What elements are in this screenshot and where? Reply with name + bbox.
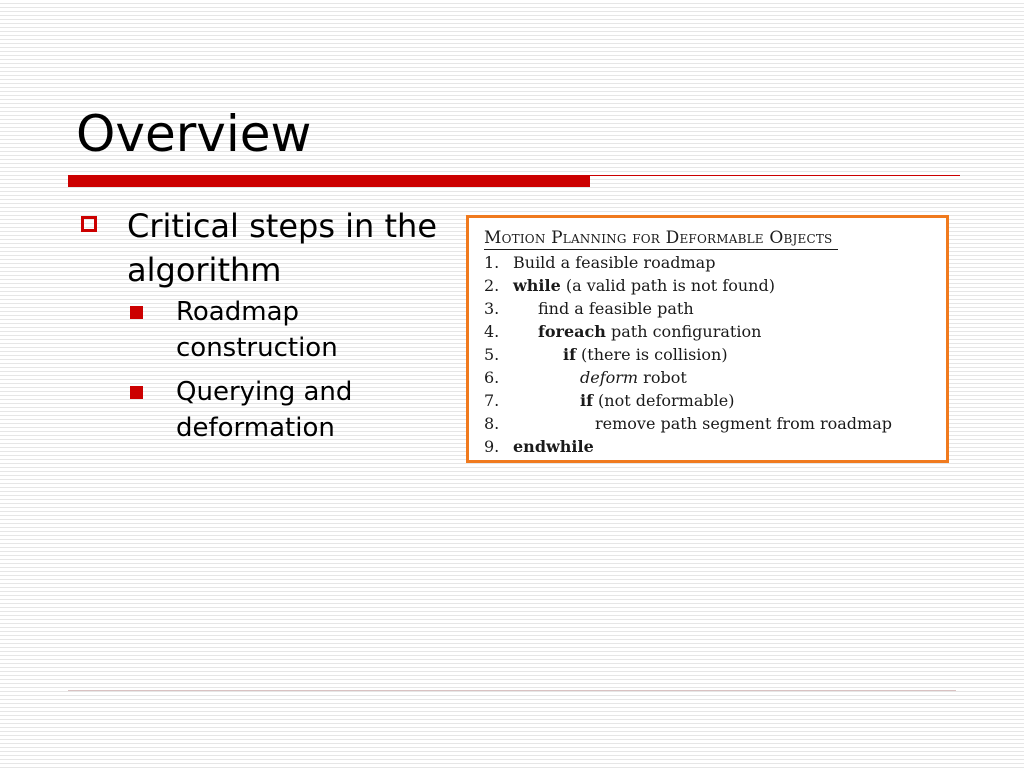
line-keyword: endwhile (513, 437, 594, 456)
line-text: find a feasible path (538, 299, 694, 318)
algorithm-line (484, 320, 944, 343)
line-body (513, 297, 694, 320)
filled-square-bullet-icon (130, 386, 143, 399)
bullet-list (80, 204, 440, 454)
line-body (513, 435, 594, 458)
line-text: (not deformable) (592, 391, 735, 410)
algorithm-line (484, 412, 944, 435)
line-body (513, 343, 728, 366)
line-body (513, 366, 687, 389)
line-keyword: while (513, 276, 561, 295)
line-number: 5. (484, 345, 500, 364)
line-number: 9. (484, 437, 500, 456)
slide-title: Overview (76, 105, 312, 163)
line-text: path configuration (605, 322, 762, 341)
algorithm-line (484, 366, 944, 389)
line-keyword: if (580, 391, 593, 410)
line-body (513, 389, 734, 412)
title-underline-thick (68, 175, 590, 187)
line-number: 1. (484, 253, 500, 272)
line-text: remove path segment from roadmap (595, 414, 892, 433)
line-text: (a valid path is not found) (560, 276, 775, 295)
line-number: 2. (484, 276, 500, 295)
sub-bullet-text: Querying and deformation (176, 377, 353, 443)
bullet-item-main (80, 204, 440, 292)
line-text: robot (638, 368, 687, 387)
bullet-main-text: Critical steps in the algorithm (127, 207, 438, 289)
line-keyword: if (563, 345, 576, 364)
line-number: 4. (484, 322, 500, 341)
algorithm-line (484, 343, 944, 366)
line-text: (there is collision) (575, 345, 728, 364)
line-emphasis: deform (580, 368, 639, 387)
line-number: 8. (484, 414, 500, 433)
line-body (513, 251, 715, 274)
title-underline-thin (590, 175, 960, 176)
sub-bullet-item (130, 374, 440, 446)
filled-square-bullet-icon (130, 306, 143, 319)
line-body (513, 320, 761, 343)
algorithm-line (484, 435, 944, 458)
line-number: 7. (484, 391, 500, 410)
sub-bullet-item (130, 294, 440, 366)
algorithm-line (484, 251, 944, 274)
footer-divider (68, 690, 956, 691)
algorithm-box (466, 215, 949, 463)
line-body (513, 412, 892, 435)
algorithm-line (484, 297, 944, 320)
line-text: Build a feasible roadmap (513, 253, 716, 272)
algorithm-lines (484, 251, 944, 458)
line-body (513, 274, 775, 297)
algorithm-line (484, 389, 944, 412)
sub-bullet-list (130, 294, 440, 446)
line-keyword: foreach (538, 322, 606, 341)
algorithm-line (484, 274, 944, 297)
line-number: 3. (484, 299, 500, 318)
algorithm-heading: Motion Planning for Deformable Objects (484, 227, 838, 250)
hollow-square-bullet-icon (81, 216, 97, 232)
line-number: 6. (484, 368, 500, 387)
sub-bullet-text: Roadmap construction (176, 297, 338, 363)
